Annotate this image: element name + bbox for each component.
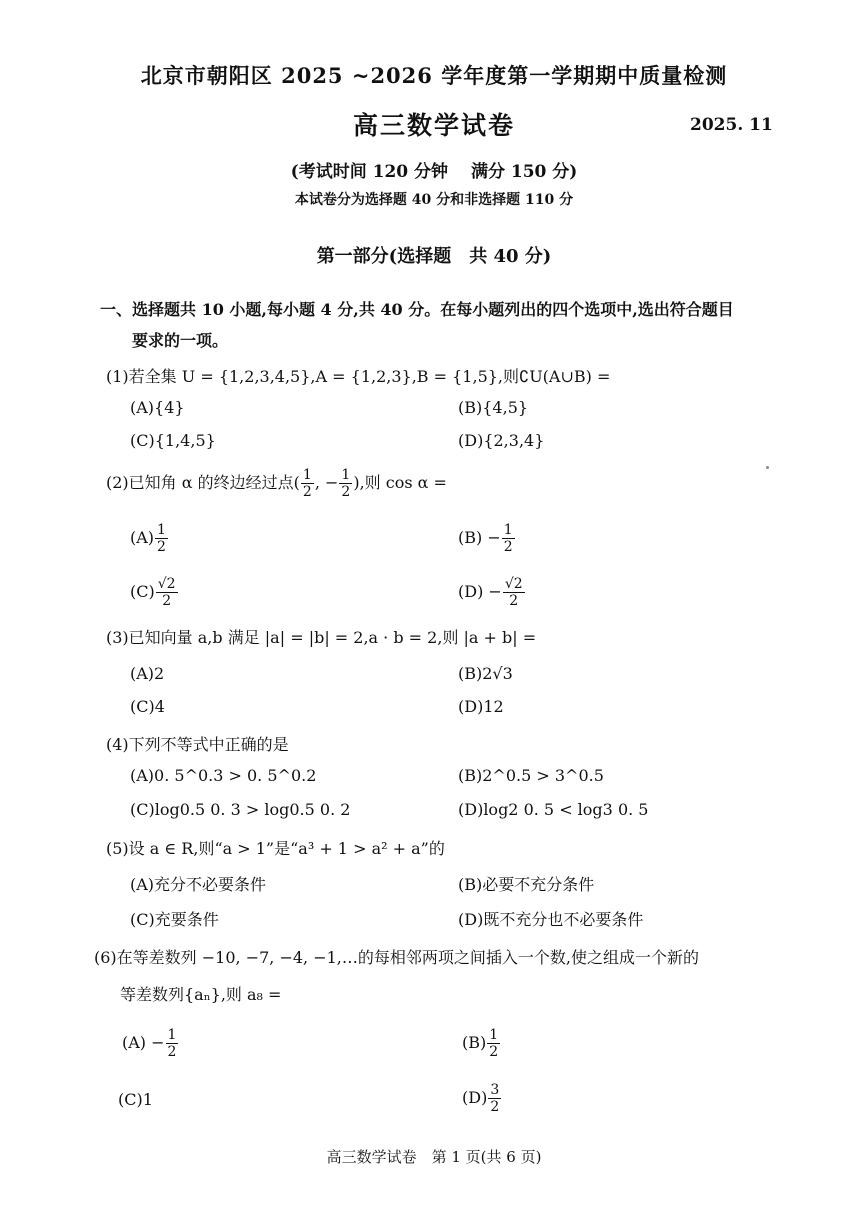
question-2-stem: (2)已知角 α 的终边经过点( $\frac{1}{2}$ , − $\frac{1}{2}$ ),则 cos α =: [106, 467, 447, 500]
question-6-option-c: (C)1: [118, 1090, 153, 1109]
question-5-option-d: (D)既不充分也不必要条件: [458, 910, 644, 929]
fraction-one-half: $\frac{1}{2}$: [302, 467, 312, 500]
instruction-line-1: 一、选择题共 10 小题,每小题 4 分,共 40 分。在每小题列出的四个选项中,选出符合题目: [100, 300, 734, 319]
question-1-option-b: (B){4,5}: [458, 398, 529, 417]
section-instruction: [100, 294, 800, 356]
scan-speck: [766, 466, 769, 469]
question-6-stem-line-2: 等差数列{aₙ},则 a₈ =: [120, 985, 282, 1004]
question-6-option-d: (D) $\frac{3}{2}$: [462, 1082, 500, 1115]
question-3-option-d: (D)12: [458, 697, 504, 716]
question-2-option-c: (C) $\frac{√2}{2}$: [130, 576, 176, 609]
question-1-option-a: (A){4}: [130, 398, 185, 417]
question-2-option-d: (D) − $\frac{√2}{2}$: [458, 576, 523, 609]
question-6-stem-line-1: (6)在等差数列 −10, −7, −4, −1,…的每相邻两项之间插入一个数,使之组成一个新的: [94, 948, 699, 967]
question-5-option-a: (A)充分不必要条件: [130, 875, 267, 894]
question-5-option-b: (B)必要不充分条件: [458, 875, 595, 894]
question-3-stem: (3)已知向量 a,b 满足 |a| = |b| = 2,a · b = 2,则 |a + b| =: [106, 628, 537, 647]
exam-title: 高三数学试卷: [352, 111, 515, 140]
question-4-stem: (4)下列不等式中正确的是: [106, 735, 289, 754]
question-3-option-b: (B)2√3: [458, 664, 513, 683]
question-2-stem-prefix: (2)已知角 α 的终边经过点(: [106, 473, 300, 492]
question-4-option-d: (D)log2 0. 5 < log3 0. 5: [458, 800, 649, 819]
part-one-title: 第一部分(选择题 共 40 分): [316, 246, 552, 267]
exam-header-title: 北京市朝阳区 2025 ~2026 学年度第一学期期中质量检测: [140, 63, 728, 88]
exam-note: 本试卷分为选择题 40 分和非选择题 110 分: [294, 192, 574, 208]
question-3-option-c: (C)4: [130, 697, 165, 716]
question-3-option-a: (A)2: [130, 664, 165, 683]
question-5-stem: (5)设 a ∈ R,则“a > 1”是“a³ + 1 > a² + a”的: [106, 839, 445, 858]
question-1-option-d: (D){2,3,4}: [458, 431, 545, 450]
question-1-option-c: (C){1,4,5}: [130, 431, 216, 450]
question-1-stem: (1)若全集 U = {1,2,3,4,5},A = {1,2,3},B = {1,5},则∁U(A∪B) =: [106, 367, 611, 386]
question-2-stem-suffix: ),则 cos α =: [353, 473, 447, 492]
question-2-option-a: (A) $\frac{1}{2}$: [130, 522, 166, 555]
question-2-option-b: (B) − $\frac{1}{2}$: [458, 522, 513, 555]
question-5-option-c: (C)充要条件: [130, 910, 219, 929]
instruction-line-2: 要求的一项。: [132, 331, 229, 350]
exam-date: 2025. 11: [690, 115, 773, 135]
question-6-option-b: (B) $\frac{1}{2}$: [462, 1027, 499, 1060]
question-6-option-a: (A) − $\frac{1}{2}$: [122, 1027, 177, 1060]
question-4-option-c: (C)log0.5 0. 3 > log0.5 0. 2: [130, 800, 351, 819]
exam-info: (考试时间 120 分钟 满分 150 分): [290, 162, 578, 182]
question-4-option-a: (A)0. 5^0.3 > 0. 5^0.2: [130, 766, 317, 785]
page-footer: 高三数学试卷 第 1 页(共 6 页): [326, 1148, 542, 1166]
question-4-option-b: (B)2^0.5 > 3^0.5: [458, 766, 604, 785]
fraction-one-half: $\frac{1}{2}$: [341, 467, 351, 500]
